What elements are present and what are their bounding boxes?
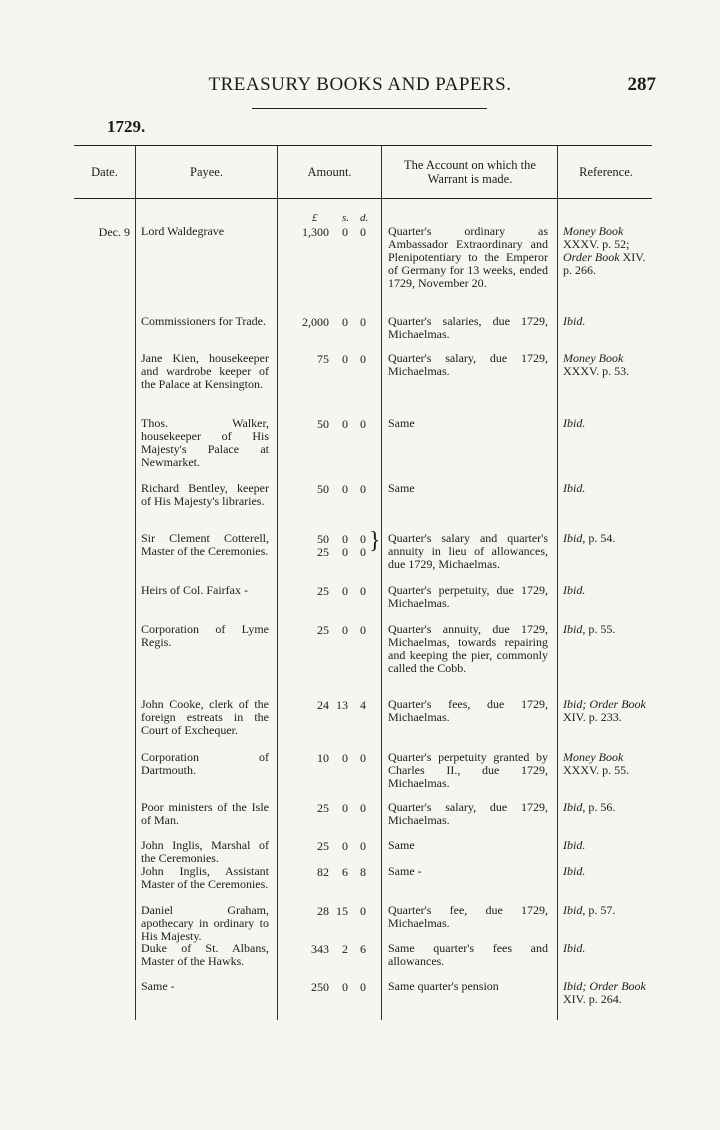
row-reference — [563, 751, 656, 777]
amount-shillings: 2 — [342, 942, 348, 956]
amount-pence: 0 — [360, 980, 366, 994]
amount-shillings: 6 — [342, 865, 348, 879]
reference-part: , p. 55. — [582, 622, 616, 636]
amount-brace: } — [369, 528, 381, 554]
reference-part: Money Book — [563, 224, 624, 238]
row-account: Same quarter's fees and allowances. — [388, 941, 548, 968]
reference-part: XXXV. p. 53. — [563, 364, 630, 378]
amount-pence: 0 — [360, 352, 366, 366]
column-divider — [557, 146, 558, 1020]
amount-shillings: 0 — [342, 417, 348, 431]
reference-part: Ibid; Order Book — [563, 697, 646, 711]
amount-shillings: 0 — [342, 584, 348, 598]
row-reference — [563, 623, 656, 636]
row-payee: Jane Kien, housekeeper and wardrobe keeper of the Palace at Kensington. — [141, 351, 269, 391]
amount-shillings: 0 — [342, 623, 348, 637]
reference-part: XIV. p. 233. — [563, 710, 622, 724]
amount-shillings: 0 — [342, 839, 348, 853]
column-divider — [277, 146, 278, 1020]
row-payee: Same - — [141, 979, 175, 993]
amount-pence: 0 — [360, 801, 366, 815]
amount-pounds: 50 — [317, 417, 329, 431]
amount-pence: 0 — [360, 225, 366, 239]
row-reference — [563, 225, 656, 277]
row-payee: Poor ministers of the Isle of Man. — [141, 800, 269, 827]
row-account: Quarter's annuity, due 1729, Michaelmas, towards repairing and keeping the pier, commonly called the Cobb. — [388, 622, 548, 675]
reference-part: Ibid — [563, 531, 583, 545]
amount-shillings-2: 0 — [342, 545, 348, 559]
amount-pence: 0 — [360, 623, 366, 637]
row-account: Quarter's salary, due 1729, Michaelmas. — [388, 800, 548, 827]
row-reference — [563, 801, 656, 814]
reference-part: , p. 56. — [582, 800, 616, 814]
row-payee: John Inglis, Marshal of the Ceremonies. — [141, 838, 269, 865]
amount-pence: 0 — [360, 532, 366, 546]
column-divider — [381, 146, 382, 1020]
reference-part: Ibid. — [563, 314, 586, 328]
reference-part: Order Book — [563, 250, 620, 264]
amount-shillings: 13 — [336, 698, 348, 712]
reference-part: Money Book — [563, 351, 624, 365]
row-account: Same — [388, 838, 415, 852]
reference-part: Ibid — [563, 622, 583, 636]
row-reference — [563, 904, 656, 917]
row-payee: John Cooke, clerk of the foreign estreats in the Court of Exchequer. — [141, 697, 269, 737]
reference-part: XIV. p. 264. — [563, 992, 622, 1006]
amount-pounds: 1,300 — [302, 225, 329, 239]
amount-pence: 0 — [360, 839, 366, 853]
row-account: Quarter's salary and quarter's annuity in lieu of allowances, due 1729, Michaelmas. — [388, 531, 548, 571]
reference-part: Ibid — [563, 800, 583, 814]
row-account: Quarter's fee, due 1729, Michaelmas. — [388, 903, 548, 930]
amount-pence: 0 — [360, 904, 366, 918]
reference-part: Ibid — [563, 903, 583, 917]
row-account: Quarter's salary, due 1729, Michaelmas. — [388, 351, 548, 378]
column-header-reference: Reference. — [579, 165, 633, 179]
amount-pounds: 75 — [317, 352, 329, 366]
reference-part: XXXV. p. 55. — [563, 763, 630, 777]
column-header-account: The Account on which the Warrant is made. — [404, 158, 536, 186]
reference-part: Ibid. — [563, 864, 586, 878]
row-account: Quarter's fees, due 1729, Michaelmas. — [388, 697, 548, 724]
row-account: Same - — [388, 864, 422, 878]
row-payee: Richard Bentley, keeper of His Majesty's libraries. — [141, 481, 269, 508]
amount-pounds: 28 — [317, 904, 329, 918]
row-reference — [563, 865, 656, 878]
column-header-date: Date. — [91, 165, 118, 179]
row-reference — [563, 532, 656, 545]
amount-pence: 0 — [360, 751, 366, 765]
amount-shillings: 0 — [342, 482, 348, 496]
row-reference — [563, 417, 656, 430]
row-account: Quarter's salaries, due 1729, Michaelmas. — [388, 314, 548, 341]
unit-pounds: £ — [312, 212, 318, 224]
reference-part: Ibid. — [563, 838, 586, 852]
amount-pence: 6 — [360, 942, 366, 956]
reference-part: , p. 57. — [582, 903, 616, 917]
amount-pence: 4 — [360, 698, 366, 712]
amount-pounds: 25 — [317, 801, 329, 815]
amount-shillings: 15 — [336, 904, 348, 918]
row-payee: Sir Clement Cotterell, Master of the Ceremonies. — [141, 531, 269, 558]
row-payee: Lord Waldegrave — [141, 224, 225, 238]
row-reference — [563, 698, 656, 724]
unit-pence: d. — [360, 212, 369, 224]
amount-shillings: 0 — [342, 980, 348, 994]
amount-shillings: 0 — [342, 352, 348, 366]
amount-pounds: 50 — [317, 482, 329, 496]
row-reference — [563, 315, 656, 328]
row-account: Quarter's perpetuity granted by Charles II., due 1729, Michaelmas. — [388, 750, 548, 790]
row-account: Quarter's ordinary as Ambassador Extraordinary and Plenipotentiary to the Emperor of Germany for 13 weeks, ended 1729, November 20. — [388, 224, 548, 290]
amount-pounds: 250 — [311, 980, 329, 994]
amount-shillings: 0 — [342, 225, 348, 239]
amount-shillings: 0 — [342, 315, 348, 329]
column-divider — [135, 146, 136, 1020]
reference-part: Ibid. — [563, 416, 586, 430]
amount-pounds: 24 — [317, 698, 329, 712]
reference-part: Ibid. — [563, 941, 586, 955]
row-account: Same — [388, 481, 415, 495]
row-reference — [563, 352, 656, 378]
reference-part: XIV. p. 266. — [563, 250, 646, 277]
amount-pounds: 343 — [311, 942, 329, 956]
row-account: Same quarter's pension — [388, 979, 499, 993]
unit-shillings: s. — [342, 212, 350, 224]
row-payee: Thos. Walker, housekeeper of His Majesty's Palace at Newmarket. — [141, 416, 269, 469]
amount-pence-2: 0 — [360, 545, 366, 559]
page-number: 287 — [627, 74, 656, 95]
amount-shillings: 0 — [342, 801, 348, 815]
reference-part: Ibid. — [563, 481, 586, 495]
reference-part: Ibid. — [563, 583, 586, 597]
table-top-rule — [74, 145, 652, 146]
row-payee: Corporation of Lyme Regis. — [141, 622, 269, 649]
amount-pence: 0 — [360, 315, 366, 329]
amount-shillings: 0 — [342, 532, 348, 546]
running-head: TREASURY BOOKS AND PAPERS. — [208, 74, 512, 95]
row-reference — [563, 980, 656, 1006]
amount-pounds: 2,000 — [302, 315, 329, 329]
amount-pounds: 10 — [317, 751, 329, 765]
row-payee: Duke of St. Albans, Master of the Hawks. — [141, 941, 269, 968]
amount-pence: 0 — [360, 482, 366, 496]
row-payee: Commissioners for Trade. — [141, 314, 267, 328]
row-reference — [563, 839, 656, 852]
row-reference — [563, 482, 656, 495]
amount-shillings: 0 — [342, 751, 348, 765]
reference-part: XXXV. p. 52; — [563, 237, 630, 251]
amount-pounds: 25 — [317, 584, 329, 598]
amount-pence: 0 — [360, 417, 366, 431]
reference-part: , p. 54. — [582, 531, 616, 545]
column-header-payee: Payee. — [190, 165, 223, 179]
row-reference — [563, 584, 656, 597]
column-header-amount: Amount. — [307, 165, 352, 179]
row-payee: Corporation of Dartmouth. — [141, 750, 269, 777]
amount-pounds: 25 — [317, 623, 329, 637]
row-account: Quarter's perpetuity, due 1729, Michaelmas. — [388, 583, 548, 610]
amount-pounds-2: 25 — [317, 545, 329, 559]
row-payee: Daniel Graham, apothecary in ordinary to His Majesty. — [141, 903, 269, 943]
table-head-rule — [74, 198, 652, 199]
amount-pounds: 25 — [317, 839, 329, 853]
amount-pounds: 82 — [317, 865, 329, 879]
row-account: Same — [388, 416, 415, 430]
amount-pence: 0 — [360, 584, 366, 598]
row-payee: Heirs of Col. Fairfax - — [141, 583, 248, 597]
row-date: Dec. 9 — [98, 225, 130, 239]
header-rule — [252, 108, 487, 109]
row-reference — [563, 942, 656, 955]
amount-pence: 8 — [360, 865, 366, 879]
reference-part: Ibid; Order Book — [563, 979, 646, 993]
amount-pounds: 50 — [317, 532, 329, 546]
reference-part: Money Book — [563, 750, 624, 764]
year-heading: 1729. — [107, 117, 146, 136]
row-payee: John Inglis, Assistant Master of the Ceremonies. — [141, 864, 269, 891]
